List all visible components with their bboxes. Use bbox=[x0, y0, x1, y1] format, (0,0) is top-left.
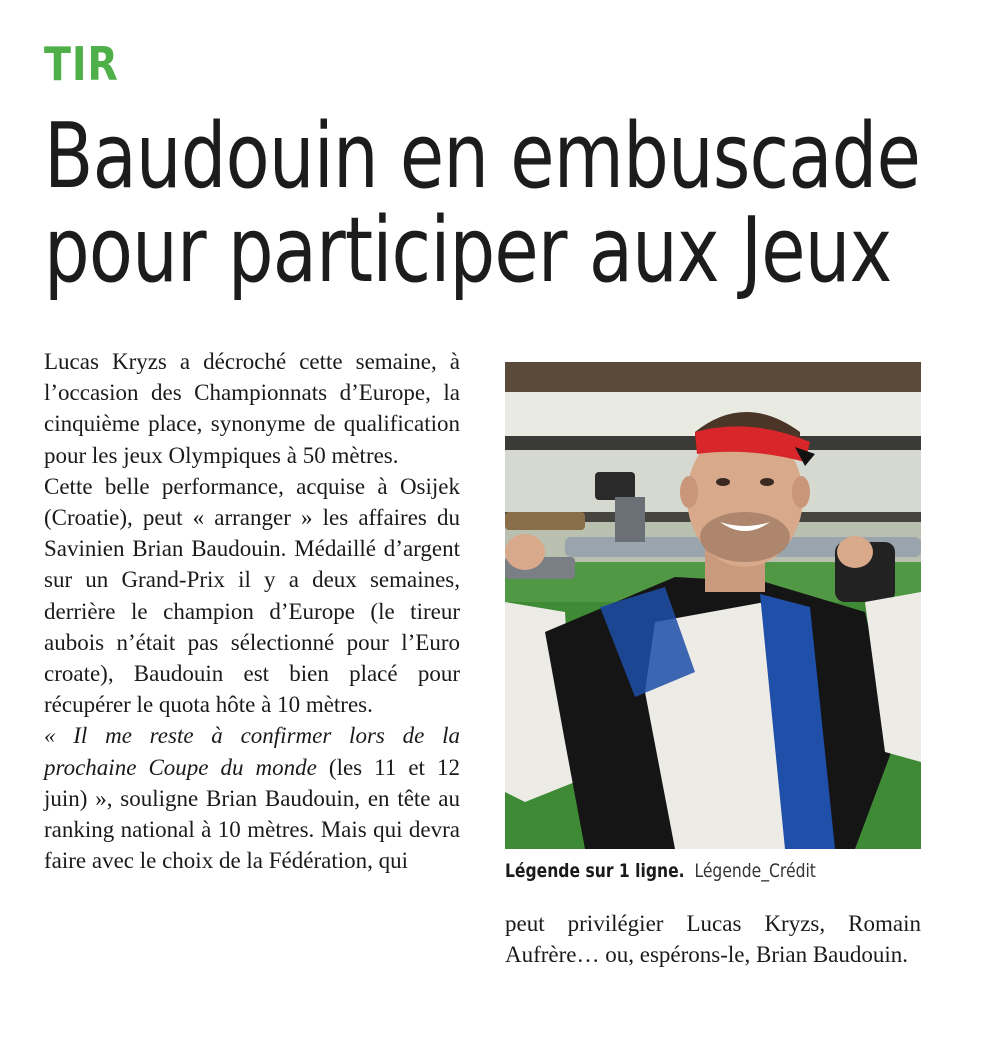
shooter-photo-illustration bbox=[505, 362, 921, 849]
section-rubric: TIR bbox=[44, 37, 119, 91]
body-continuation: peut privilégier Lucas Kryzs, Romain Aufrère… ou, espérons-le, Brian Baudouin. bbox=[505, 911, 921, 968]
headline-line-1: Baudouin en embuscade bbox=[44, 104, 921, 209]
body-paragraph-2: Cette belle performance, acquise à Osijek (Croatie), peut « arranger » les affaires du Savinien Brian Baudouin. Médaillé d’argent sur un Grand-Prix il y a deux semaines, derrière le champion d’Europe (le tireur aubois n’était pas sélectionné pour l’Euro croate), Baudouin est bien placé pour récupérer le quota hôte à 10 mètres. bbox=[44, 473, 460, 718]
quote-attribution: (les 11 et 12 juin) », souligne Brian Baudouin, en tête au ranking national à 10 mètres. Mais qui devra faire avec le choix de la Fédération, qui bbox=[44, 754, 460, 874]
photo-caption bbox=[505, 858, 846, 884]
caption-credit: Légende_Crédit bbox=[694, 860, 816, 882]
article-photo bbox=[505, 362, 921, 849]
article-headline bbox=[44, 104, 921, 303]
article-body-left-column bbox=[44, 346, 460, 876]
headline-line-2: pour participer aux Jeux bbox=[44, 198, 892, 303]
body-paragraph-3 bbox=[44, 720, 460, 876]
article-body-right-column bbox=[505, 908, 921, 970]
body-paragraph-1: Lucas Kryzs a décroché cette semaine, à l’occasion des Championnats d’Europe, la cinquième place, synonyme de qualification pour les jeux Olympiques à 50 mètres. bbox=[44, 349, 460, 468]
quote-text: « Il me reste à confirmer lors de la prochaine Coupe du monde bbox=[44, 723, 460, 780]
caption-text: Légende sur 1 ligne. bbox=[505, 860, 685, 882]
